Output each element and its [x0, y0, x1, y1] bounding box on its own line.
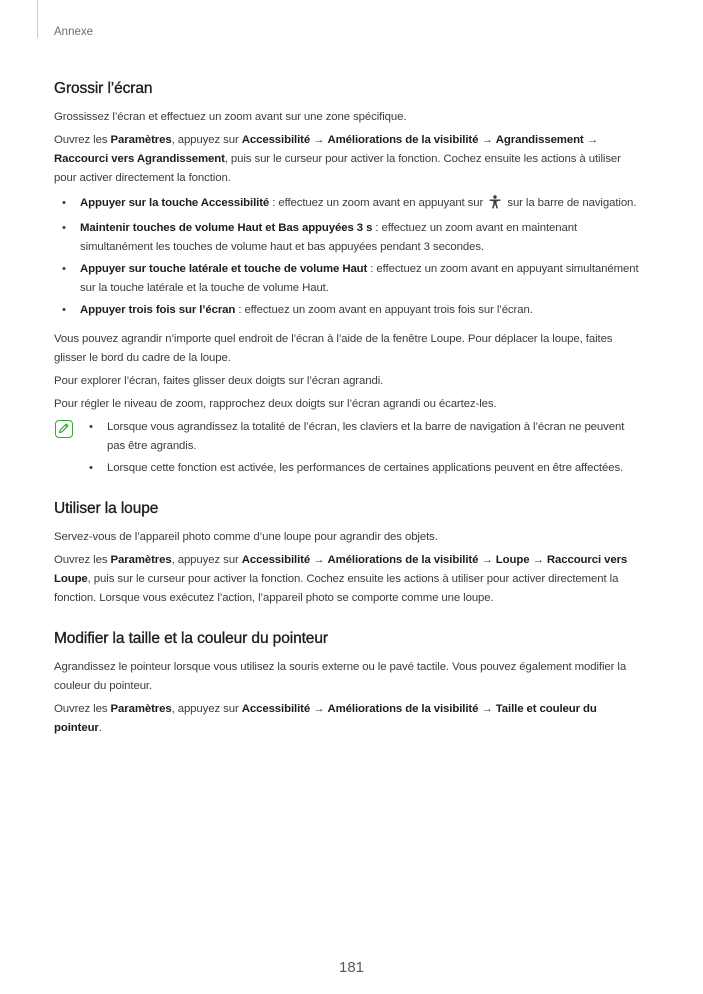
- page-number: 181: [338, 959, 365, 976]
- section-header: Annexe: [54, 26, 94, 38]
- instruction-paragraph: Ouvrez les Paramètres, appuyez sur Accessibilité → Améliorations de la visibilité → Agrandissement → Raccourci vers Agrandissement, puis sur le curseur pour activer la fonction. Cochez ensuite les actions à utiliser pour activer directement la fonction.: [54, 134, 621, 184]
- section-title-grossir: Grossir l’écran: [54, 80, 153, 97]
- accessibility-icon: [488, 195, 502, 216]
- header-divider: [37, 0, 38, 38]
- list-item: • Appuyer sur la touche Accessibilité : effectuez un zoom avant en appuyant sur sur la barre de navigation.: [54, 194, 644, 216]
- paragraph: Servez-vous de l’appareil photo comme d’une loupe pour agrandir des objets.: [54, 531, 438, 543]
- shortcut-options-list: [54, 194, 644, 320]
- list-item: • Lorsque vous agrandissez la totalité de l’écran, les claviers et la barre de navigation à l’écran ne peuvent pas être agrandis.: [81, 418, 644, 456]
- list-item: • Appuyer trois fois sur l’écran : effectuez un zoom avant en appuyant trois fois sur l’écran.: [54, 301, 644, 320]
- paragraph: Grossissez l’écran et effectuez un zoom avant sur une zone spécifique.: [54, 111, 407, 123]
- instruction-paragraph: Ouvrez les Paramètres, appuyez sur Accessibilité → Améliorations de la visibilité → Taille et couleur du pointeur.: [54, 703, 597, 734]
- paragraph: Pour régler le niveau de zoom, rapprochez deux doigts sur l’écran agrandi ou écartez-les.: [54, 398, 497, 410]
- list-item: • Lorsque cette fonction est activée, les performances de certaines applications peuvent en être affectées.: [81, 459, 644, 478]
- section-title-pointeur: Modifier la taille et la couleur du pointeur: [54, 630, 328, 647]
- page-content: [54, 80, 644, 742]
- list-item: • Appuyer sur touche latérale et touche de volume Haut : effectuez un zoom avant en appuyant simultanément sur la touche latérale et la touche de volume Haut.: [54, 260, 644, 298]
- instruction-paragraph: Ouvrez les Paramètres, appuyez sur Accessibilité → Améliorations de la visibilité → Loupe → Raccourci vers Loupe, puis sur le curseur pour activer la fonction. Cochez ensuite les actions à utiliser pour activer directement la fonction. Lorsque vous exécutez l’action, l’appareil photo se comporte comme une loupe.: [54, 554, 628, 604]
- note-list: [81, 418, 644, 478]
- paragraph: Vous pouvez agrandir n’importe quel endroit de l’écran à l’aide de la fenêtre Loupe. Pour déplacer la loupe, faites glisser le bord du cadre de la loupe.: [54, 333, 613, 364]
- paragraph: Agrandissez le pointeur lorsque vous utilisez la souris externe ou le pavé tactile. Vous pouvez également modifier la couleur du pointeur.: [54, 661, 627, 692]
- note-icon: [55, 420, 73, 438]
- paragraph: Pour explorer l’écran, faites glisser deux doigts sur l’écran agrandi.: [54, 375, 384, 387]
- section-title-loupe: Utiliser la loupe: [54, 500, 159, 517]
- list-item: • Maintenir touches de volume Haut et Bas appuyées 3 s : effectuez un zoom avant en maintenant simultanément les touches de volume haut et bas appuyées pendant 3 secondes.: [54, 219, 644, 257]
- note-block: [54, 418, 644, 478]
